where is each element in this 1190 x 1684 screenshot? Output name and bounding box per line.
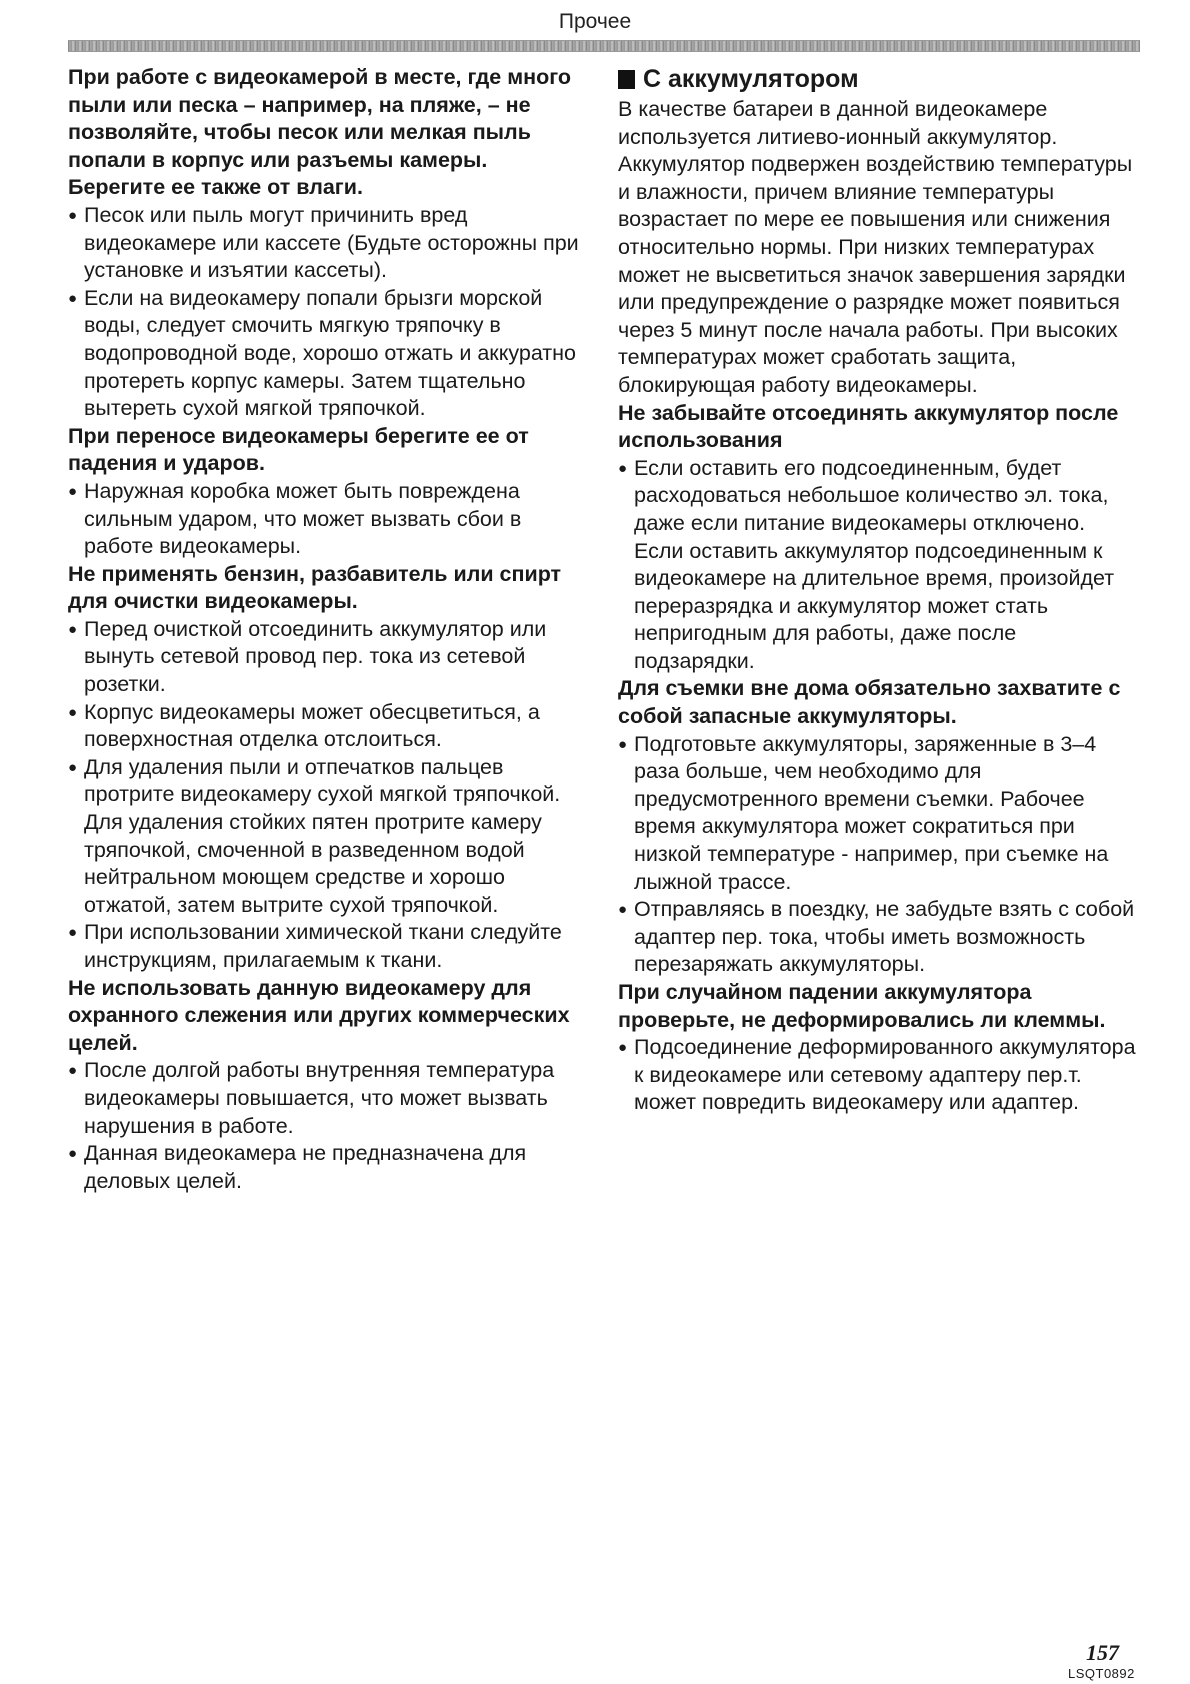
bullet-icon: ●: [68, 620, 78, 638]
list-item: ● Подготовьте аккумуляторы, заряженные в 3–4 раза больше, чем необходимо для предусмотренного времени съемки. Рабочее время аккумулятора может сократиться при низкой температуре - например, при съемке на лыжной трассе.: [618, 731, 1109, 894]
bullet-icon: ●: [68, 289, 78, 307]
bullet-icon: ●: [68, 482, 78, 500]
list-item: ● Наружная коробка может быть повреждена сильным ударом, что может вызвать сбои в работе видеокамеры.: [68, 478, 522, 559]
list-item: ● Если на видеокамеру попали брызги морской воды, следует смочить мягкую тряпочку в водопроводной воде, хорошо отжать и аккуратно протереть корпус камеры. Затем тщательно вытереть сухой мягкой тряпочкой.: [68, 285, 576, 421]
warning-drops: При переносе видеокамеры берегите ее от падения и ударов.: [68, 423, 529, 476]
bullet-icon: ●: [68, 1145, 78, 1163]
bullet-icon: ●: [68, 758, 78, 776]
battery-intro: В качестве батареи в данной видеокамере используется литиево-ионный аккумулятор. Аккумулятор подвержен воздействию температуры и влажности, причем влияние температуры возрастает по мере ее повышения или снижения относительно нормы. При низких температурах может не высветиться значок завершения зарядки или предупреждение о разрядке может появиться через 5 минут после начала работы. При высоких температурах может сработать защита, блокирующая работу видеокамеры.: [618, 97, 1133, 397]
left-column: [68, 64, 588, 1195]
bullet-icon: ●: [618, 1039, 628, 1057]
section-title: Прочее: [558, 10, 632, 33]
warning-spare-batteries: Для съемки вне дома обязательно захватите с собой запасные аккумуляторы.: [618, 676, 1121, 729]
list-item: ● После долгой работы внутренняя температура видеокамеры повышается, что может вызвать нарушения в работе.: [68, 1058, 555, 1138]
warning-disconnect-battery: Не забывайте отсоединять аккумулятор после использования: [618, 400, 1119, 453]
bullet-icon: ●: [618, 901, 628, 919]
list-item: ● Отправляясь в поездку, не забудьте взять с собой адаптер пер. тока, чтобы иметь возможность перезаряжать аккумуляторы.: [618, 897, 1135, 977]
square-bullet-icon: [618, 70, 635, 89]
right-column: [618, 64, 1138, 1117]
bullet-icon: ●: [68, 206, 78, 224]
list-item: ● Для удаления пыли и отпечатков пальцев протрите видеокамеру сухой мягкой тряпочкой. Для удаления стойких пятен протрите камеру тряпочкой, смоченной в разведенном водой нейтральном моющем средстве и хорошо отжатой, затем вытрите сухой тряпочкой.: [68, 754, 561, 917]
list-item: ● Если оставить его подсоединенным, будет расходоваться небольшое количество эл. тока, даже если питание видеокамеры отключено. Если оставить аккумулятор подсоединенным к видеокамере на длительное время, произойдет переразрядка и аккумулятор может стать непригодным для работы, даже после подзарядки.: [618, 455, 1115, 673]
bullet-icon: ●: [618, 735, 628, 753]
document-code: LSQT0892: [1068, 1666, 1135, 1681]
page-number: 157: [1086, 1640, 1119, 1665]
header-band: [68, 40, 1140, 52]
bullet-icon: ●: [68, 924, 78, 942]
warning-dust-sand: При работе с видеокамерой в месте, где много пыли или песка – например, на пляже, – не позволяйте, чтобы песок или мелкая пыль попали в корпус или разъемы камеры. Берегите ее также от влаги.: [68, 65, 572, 200]
list-item: ● При использовании химической ткани следуйте инструкциям, прилагаемым к ткани.: [68, 920, 562, 972]
warning-commercial-use: Не использовать данную видеокамеру для охранного слежения или других коммерческих целей.: [68, 975, 570, 1055]
bullet-icon: ●: [618, 459, 628, 477]
list-item: ● Подсоединение деформированного аккумулятора к видеокамере или сетевому адаптеру пер.т. может повредить видеокамеру или адаптер.: [618, 1035, 1136, 1115]
bullet-icon: ●: [68, 703, 78, 721]
list-item: ● Корпус видеокамеры может обесцветиться, а поверхностная отделка отслоиться.: [68, 699, 540, 752]
battery-heading: С аккумулятором: [618, 64, 1138, 94]
warning-solvents: Не применять бензин, разбавитель или спирт для очистки видеокамеры.: [68, 561, 562, 614]
list-item: ● Песок или пыль могут причинить вред видеокамере или кассете (Будьте осторожны при установке и изъятии кассеты).: [68, 202, 579, 283]
list-item: ● Перед очисткой отсоединить аккумулятор или вынуть сетевой провод пер. тока из сетевой розетки.: [68, 616, 547, 697]
list-item: ● Данная видеокамера не предназначена для деловых целей.: [68, 1141, 527, 1193]
bullet-icon: ●: [68, 1062, 78, 1080]
warning-battery-drop: При случайном падении аккумулятора проверьте, не деформировались ли клеммы.: [618, 980, 1106, 1032]
